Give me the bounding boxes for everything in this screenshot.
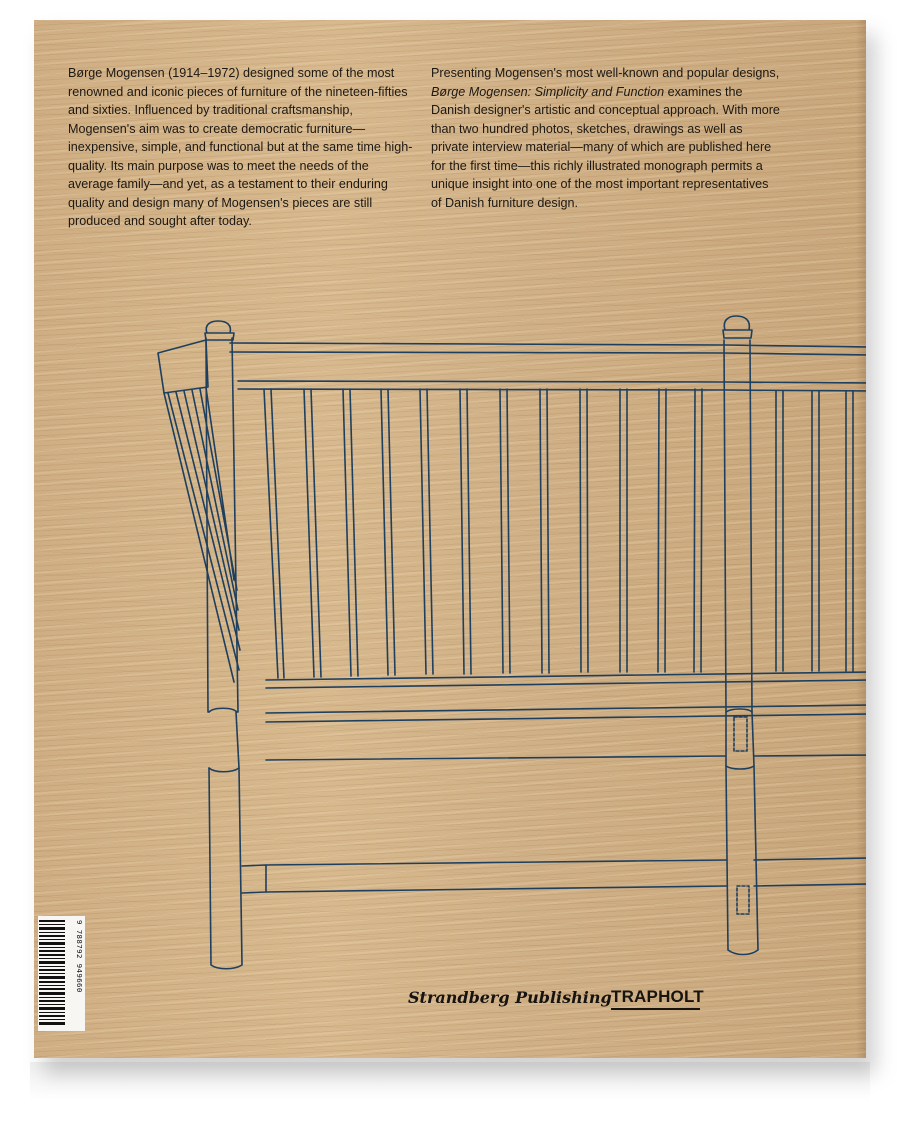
floor-shadow — [30, 1062, 870, 1102]
bench-stretcher-top — [266, 858, 866, 865]
blurb-right-rest: examines the Danish designer's artistic and conceptual approach. With more than two hundred photos, sketches, drawings as well as private interview material—many of which are published here for the first time—this richly illustrated monograph permits a unique insight into one of the most important representatives of Danish furniture design. — [431, 84, 780, 210]
publisher-logo: Strandberg Publishing — [408, 988, 612, 1007]
blurb-right-intro: Presenting Mogensen's most well-known and popular designs, — [431, 66, 780, 80]
barcode-number: 9 788792 949660 — [75, 920, 84, 993]
bench-end-board — [158, 340, 208, 393]
bench-spindle-rail-lower — [238, 389, 866, 391]
bench-seat-rail-top — [266, 705, 866, 713]
bench-line-drawing — [34, 20, 866, 1058]
trapholt-underline — [611, 1008, 700, 1010]
barcode — [38, 916, 85, 1031]
bench-right-mortise-lower — [737, 886, 749, 914]
bench-stretcher-bottom — [266, 884, 866, 892]
bench-left-post — [206, 338, 238, 712]
bench-right-leg — [726, 766, 758, 955]
bench-spindle-rail — [238, 381, 866, 383]
bench-right-post — [724, 340, 752, 712]
bench-left-leg — [209, 768, 242, 969]
bench-side-spindles — [168, 388, 240, 670]
bench-seat-rail-bottom — [266, 714, 866, 722]
blurb-left: Børge Mogensen (1914–1972) designed some of the most renowned and iconic pieces of furniture of the nineteen-fifties and sixties. Influenced by traditional craftsmanship, Mogensen's aim was to create democratic furniture—inexpensive, simple, and functional but at the same time high-quality. Its main purpose was to meet the needs of the average family—and yet, as a testament to their enduring quality and design many of Mogensen's pieces are still produced and sought after today. — [68, 66, 413, 228]
bench-right-mortise-upper — [734, 717, 747, 751]
book-back-cover — [34, 20, 866, 1058]
bench-stretcher-end — [242, 865, 266, 893]
trapholt-logo: TRAPHOLT — [611, 987, 704, 1006]
bench-right-finial — [723, 316, 752, 338]
bench-top-rail — [230, 343, 866, 347]
bench-back-spindles — [264, 389, 853, 678]
bench-right-post-joint — [726, 709, 754, 769]
bench-apron — [266, 755, 866, 760]
bench-seat-edge — [266, 680, 866, 688]
blurb-right-title: Børge Mogensen: Simplicity and Function — [431, 84, 665, 99]
bench-seat-front — [266, 672, 866, 680]
bench-top-rail-lower — [230, 352, 866, 355]
bench-left-finial — [205, 321, 234, 340]
barcode-bars — [39, 918, 67, 1030]
bench-left-post-joint — [209, 708, 239, 772]
